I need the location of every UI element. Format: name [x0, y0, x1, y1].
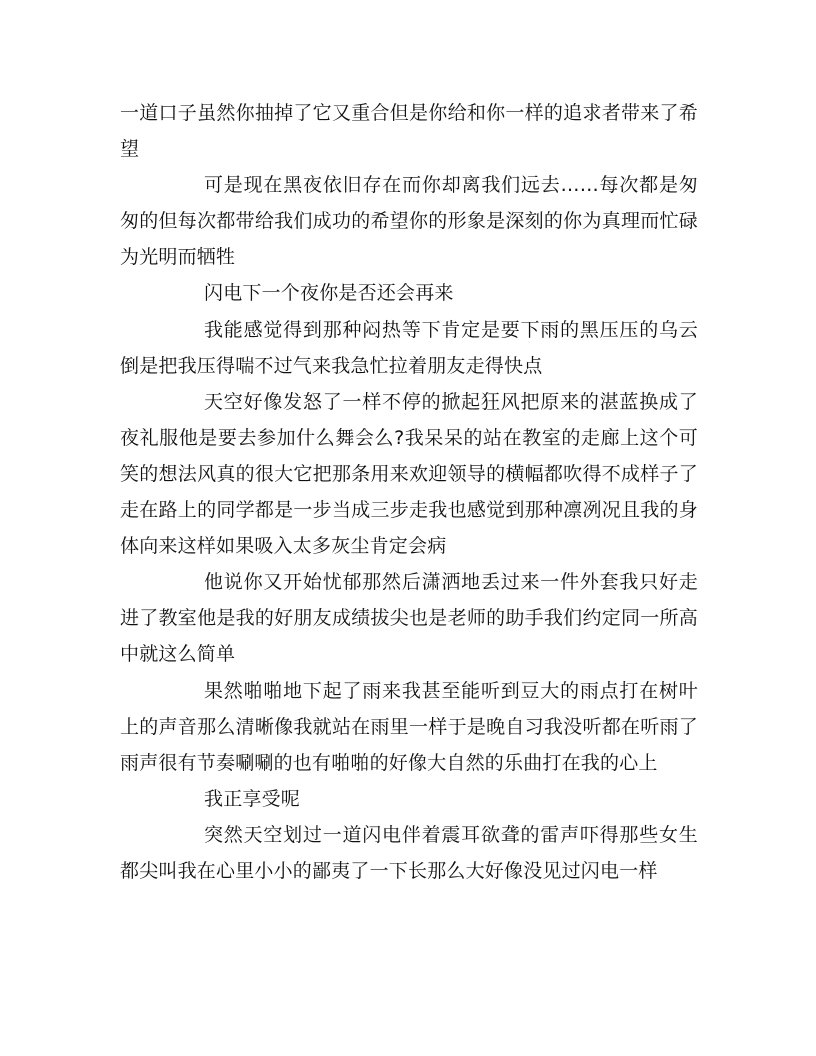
document-body — [120, 95, 698, 889]
paragraph-2: 可是现在黑夜依旧存在而你却离我们远去……每次都是匆匆的但每次都带给我们成功的希望你的形象是深刻的你为真理而忙碌为光明而牺牲 — [120, 174, 698, 269]
paragraph-1: 一道口子虽然你抽掉了它又重合但是你给和你一样的追求者带来了希望 — [120, 102, 698, 161]
paragraph-7: 果然啪啪地下起了雨来我甚至能听到豆大的雨点打在树叶上的声音那么清晰像我就站在雨里一样于是晚自习我没听都在听雨了雨声很有节奏唰唰的也有啪啪的好像大自然的乐曲打在我的心上 — [120, 679, 698, 774]
paragraph-8: 我正享受呢 — [204, 787, 301, 810]
paragraph-3: 闪电下一个夜你是否还会再来 — [204, 282, 454, 305]
paragraph-9: 突然天空划过一道闪电伴着震耳欲聋的雷声吓得那些女生都尖叫我在心里小小的鄙夷了一下长那么大好像没见过闪电一样 — [120, 823, 698, 882]
paragraph-4: 我能感觉得到那种闷热等下肯定是要下雨的黑压压的乌云倒是把我压得喘不过气来我急忙拉着朋友走得快点 — [120, 318, 698, 377]
paragraph-5: 天空好像发怒了一样不停的掀起狂风把原来的湛蓝换成了夜礼服他是要去参加什么舞会么?我呆呆的站在教室的走廊上这个可笑的想法风真的很大它把那条用来欢迎领导的横幅都吹得不成样子了走在路上的同学都是一步当成三步走我也感觉到那种凛冽况且我的身体向来这样如果吸入太多灰尘肯定会病 — [120, 390, 698, 558]
paragraph-6: 他说你又开始忧郁那然后潇洒地丢过来一件外套我只好走进了教室他是我的好朋友成绩拔尖也是老师的助手我们约定同一所高中就这么简单 — [120, 571, 698, 666]
